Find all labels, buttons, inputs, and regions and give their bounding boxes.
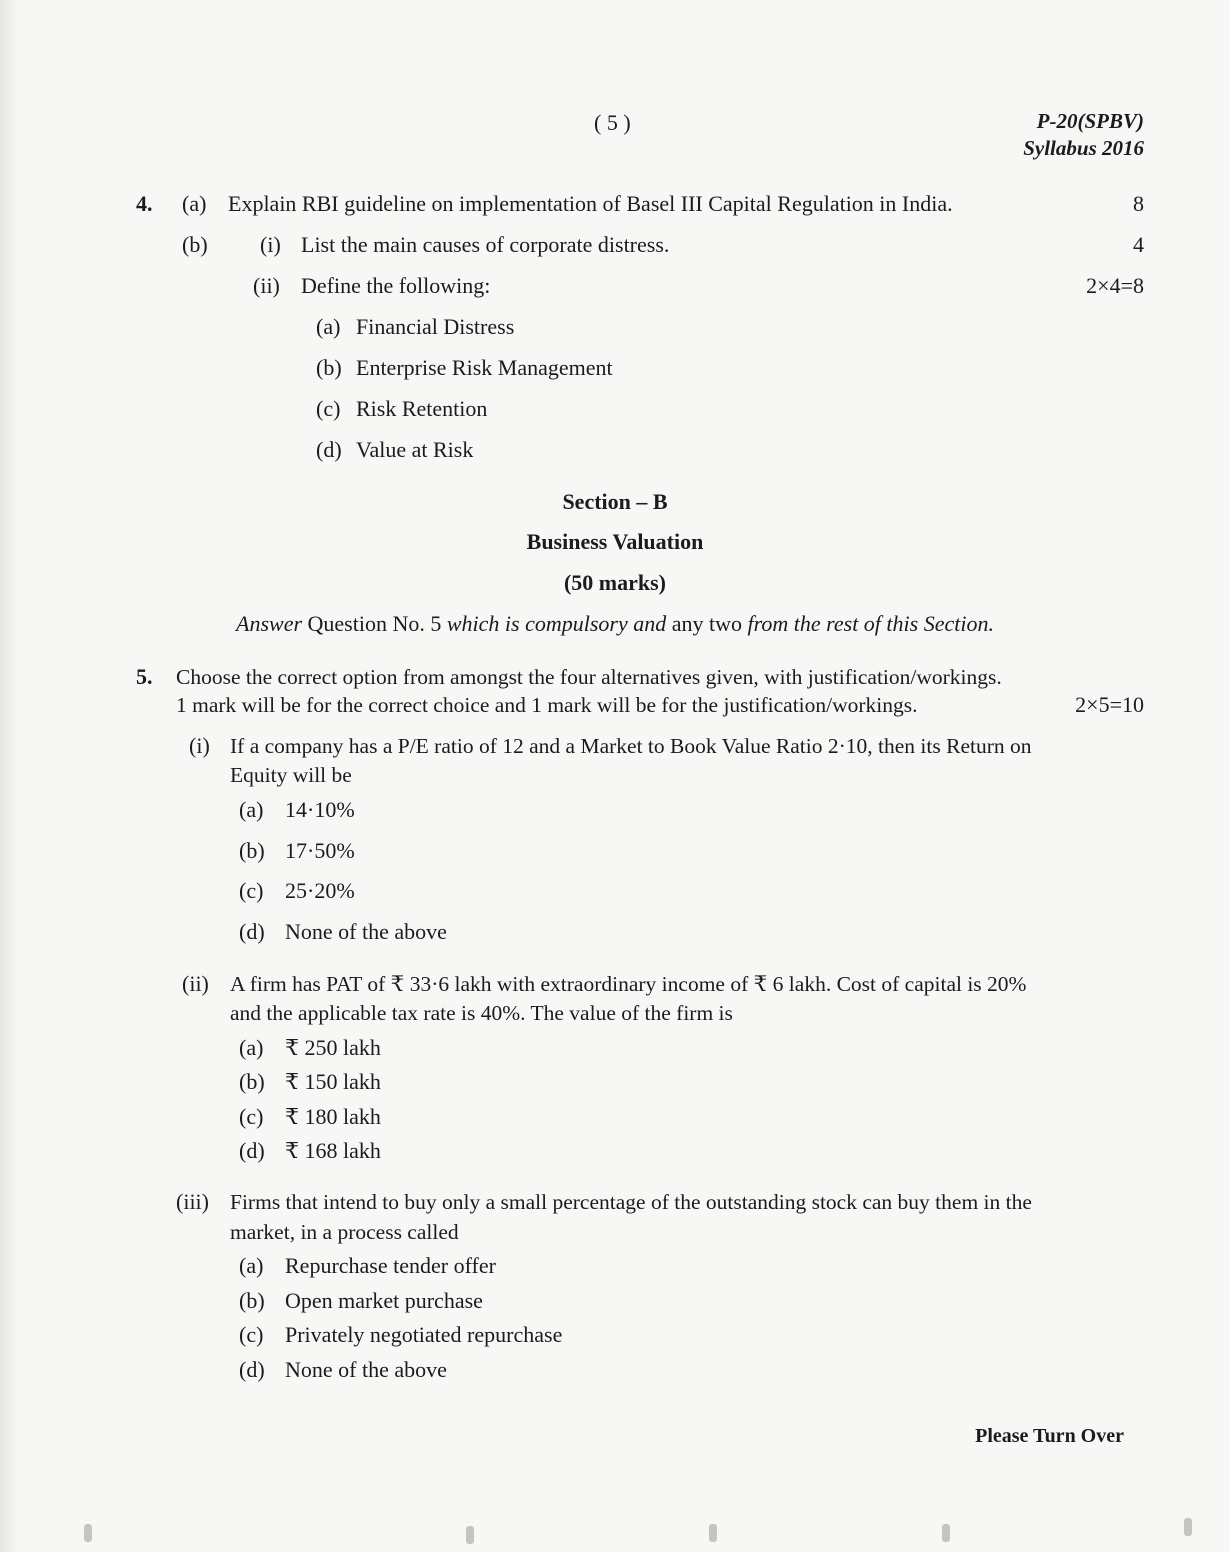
section-title: Section – B [562,489,668,514]
option-label: (b) [239,838,265,863]
q5-i-label: (i) [189,733,210,758]
scan-mark [84,1524,92,1542]
option-label: (a) [239,1253,264,1278]
option-text: Repurchase tender offer [285,1253,496,1278]
option-label: (b) [239,1069,265,1094]
q5-ii-label: (ii) [182,971,209,996]
scan-mark [709,1524,717,1542]
q5-i-line2: Equity will be [230,763,352,787]
option-text: ₹ 180 lakh [285,1104,381,1129]
definition-text: Risk Retention [356,396,488,421]
scan-mark [942,1524,950,1542]
definition-label: (d) [316,437,342,462]
option-label: (d) [239,1357,265,1382]
q4a-text: Explain RBI guideline on implementation of Basel III Capital Regulation in India. [228,191,953,216]
q4b-ii-label: (ii) [253,273,280,298]
q5-intro-line1: Choose the correct option from amongst the four alternatives given, with justification/workings. [176,665,1002,689]
q4b-i-label: (i) [260,232,281,257]
option-text: 17·50% [285,838,355,863]
option-label: (d) [239,919,265,944]
option-text: Privately negotiated repurchase [285,1322,563,1347]
q4b-ii-marks: 2×4=8 [1086,273,1144,298]
instruction-part: any two [666,611,748,636]
question-4-number: 4. [136,191,153,216]
q5-marks: 2×5=10 [1075,692,1144,717]
definition-label: (a) [316,314,341,339]
q5-iii-line2: market, in a process called [230,1220,459,1244]
q4a-label: (a) [182,191,207,216]
section-instruction [0,610,1230,638]
option-label: (a) [239,797,264,822]
option-label: (b) [239,1288,265,1313]
instruction-part: from the rest of this Section. [747,611,994,636]
section-subtitle: Business Valuation [526,529,704,554]
option-text: ₹ 150 lakh [285,1069,381,1094]
q5-intro-line2: 1 mark will be for the correct choice and 1 mark will be for the justification/workings. [176,693,918,717]
syllabus-year: Syllabus 2016 [1023,136,1144,160]
q5-i-line1: If a company has a P/E ratio of 12 and a Market to Book Value Ratio 2·10, then its Return on [230,734,1032,758]
option-label: (c) [239,878,264,903]
option-text: 14·10% [285,797,355,822]
please-turn-over: Please Turn Over [975,1425,1124,1447]
option-label: (a) [239,1035,264,1060]
paper-code: P-20(SPBV) [1036,109,1144,133]
instruction-part: Question No. 5 [302,611,447,636]
q5-ii-line1: A firm has PAT of ₹ 33·6 lakh with extraordinary income of ₹ 6 lakh. Cost of capital is 20% [230,972,1027,996]
paper-code-block [1023,108,1144,162]
page-edge-shadow [0,0,18,1552]
q5-ii-line2: and the applicable tax rate is 40%. The value of the firm is [230,1001,733,1025]
section-marks: (50 marks) [563,570,667,595]
definition-text: Enterprise Risk Management [356,355,613,380]
instruction-part: which is compulsory and [446,611,667,636]
option-text: None of the above [285,919,447,944]
option-label: (c) [239,1322,264,1347]
option-label: (d) [239,1138,265,1163]
q4b-i-marks: 4 [1133,232,1144,257]
instruction-part: Answer [236,611,303,636]
option-label: (c) [239,1104,264,1129]
q4a-marks: 8 [1133,191,1144,216]
scan-mark [466,1526,474,1544]
page-number: ( 5 ) [594,110,631,135]
q5-iii-line1: Firms that intend to buy only a small percentage of the outstanding stock can buy them in the [230,1190,1032,1214]
q4b-label: (b) [182,232,208,257]
scan-mark [1184,1518,1192,1536]
option-text: 25·20% [285,878,355,903]
definition-text: Financial Distress [356,314,515,339]
q4b-ii-text: Define the following: [301,273,491,298]
option-text: Open market purchase [285,1288,483,1313]
option-text: ₹ 168 lakh [285,1138,381,1163]
definition-text: Value at Risk [356,437,474,462]
q4b-i-text: List the main causes of corporate distress. [301,232,670,257]
q5-iii-label: (iii) [176,1189,209,1214]
option-text: None of the above [285,1357,447,1382]
option-text: ₹ 250 lakh [285,1035,381,1060]
question-5-number: 5. [136,664,153,689]
definition-label: (c) [316,396,341,421]
definition-label: (b) [316,355,342,380]
